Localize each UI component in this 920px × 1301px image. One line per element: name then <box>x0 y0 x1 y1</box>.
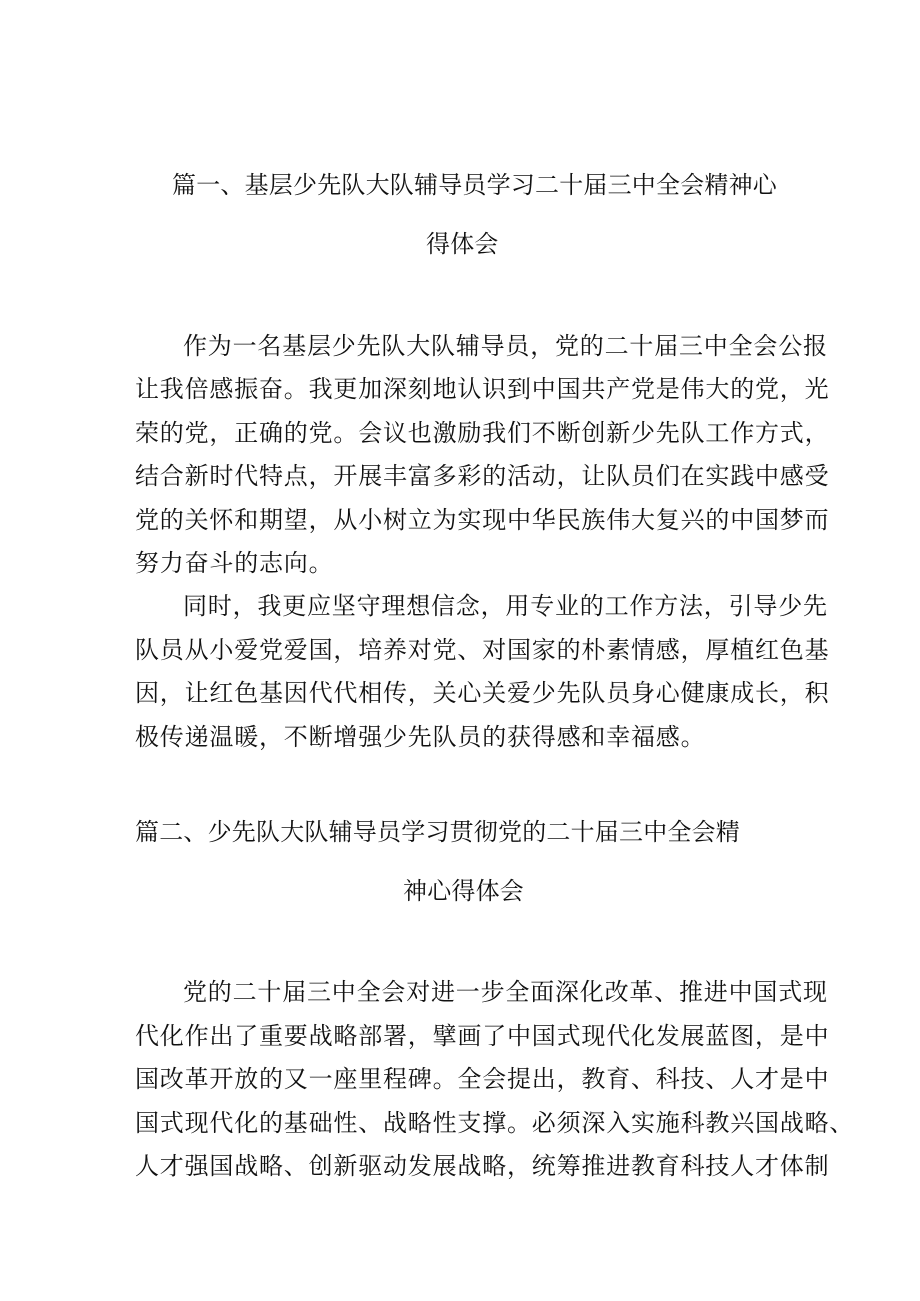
s1-p2-line4: 极传递温暖，不断增强少先队员的获得感和幸福感。 <box>135 723 706 751</box>
s1-p1-line3: 荣的党，正确的党。会议也激励我们不断创新少先队工作方式， <box>135 419 830 447</box>
s1-p1-line6: 努力奋斗的志向。 <box>135 549 334 577</box>
section1-title-line1: 篇一、基层少先队大队辅导员学习二十届三中全会精神心 <box>172 171 777 199</box>
s2-p1-line4: 国式现代化的基础性、战略性支撑。必须深入实施科教兴国战略、 <box>135 1109 855 1137</box>
s2-p1-line5: 人才强国战略、创新驱动发展战略，统筹推进教育科技人才体制 <box>135 1152 830 1180</box>
s1-p2-line1: 同时，我更应坚守理想信念，用专业的工作方法，引导少先 <box>183 592 828 620</box>
s1-p1-line1: 作为一名基层少先队大队辅导员，党的二十届三中全会公报 <box>183 332 828 360</box>
section1-title-line2: 得体会 <box>426 230 499 258</box>
s1-p1-line4: 结合新时代特点，开展丰富多彩的活动，让队员们在实践中感受 <box>135 462 830 490</box>
s1-p1-line5: 党的关怀和期望，从小树立为实现中华民族伟大复兴的中国梦而 <box>135 506 830 534</box>
section2-title-line1: 篇二、少先队大队辅导员学习贯彻党的二十届三中全会精 <box>135 818 740 846</box>
s1-p2-line3: 因，让红色基因代代相传，关心关爱少先队员身心健康成长，积 <box>135 679 830 707</box>
s2-p1-line2: 代化作出了重要战略部署，擘画了中国式现代化发展蓝图，是中 <box>135 1022 830 1050</box>
s1-p1-line2: 让我倍感振奋。我更加深刻地认识到中国共产党是伟大的党，光 <box>135 375 830 403</box>
s1-p2-line2: 队员从小爱党爱国，培养对党、对国家的朴素情感，厚植红色基 <box>135 636 830 664</box>
section2-title-line2: 神心得体会 <box>403 877 524 905</box>
s2-p1-line1: 党的二十届三中全会对进一步全面深化改革、推进中国式现 <box>183 978 828 1006</box>
s2-p1-line3: 国改革开放的又一座里程碑。全会提出，教育、科技、人才是中 <box>135 1065 830 1093</box>
